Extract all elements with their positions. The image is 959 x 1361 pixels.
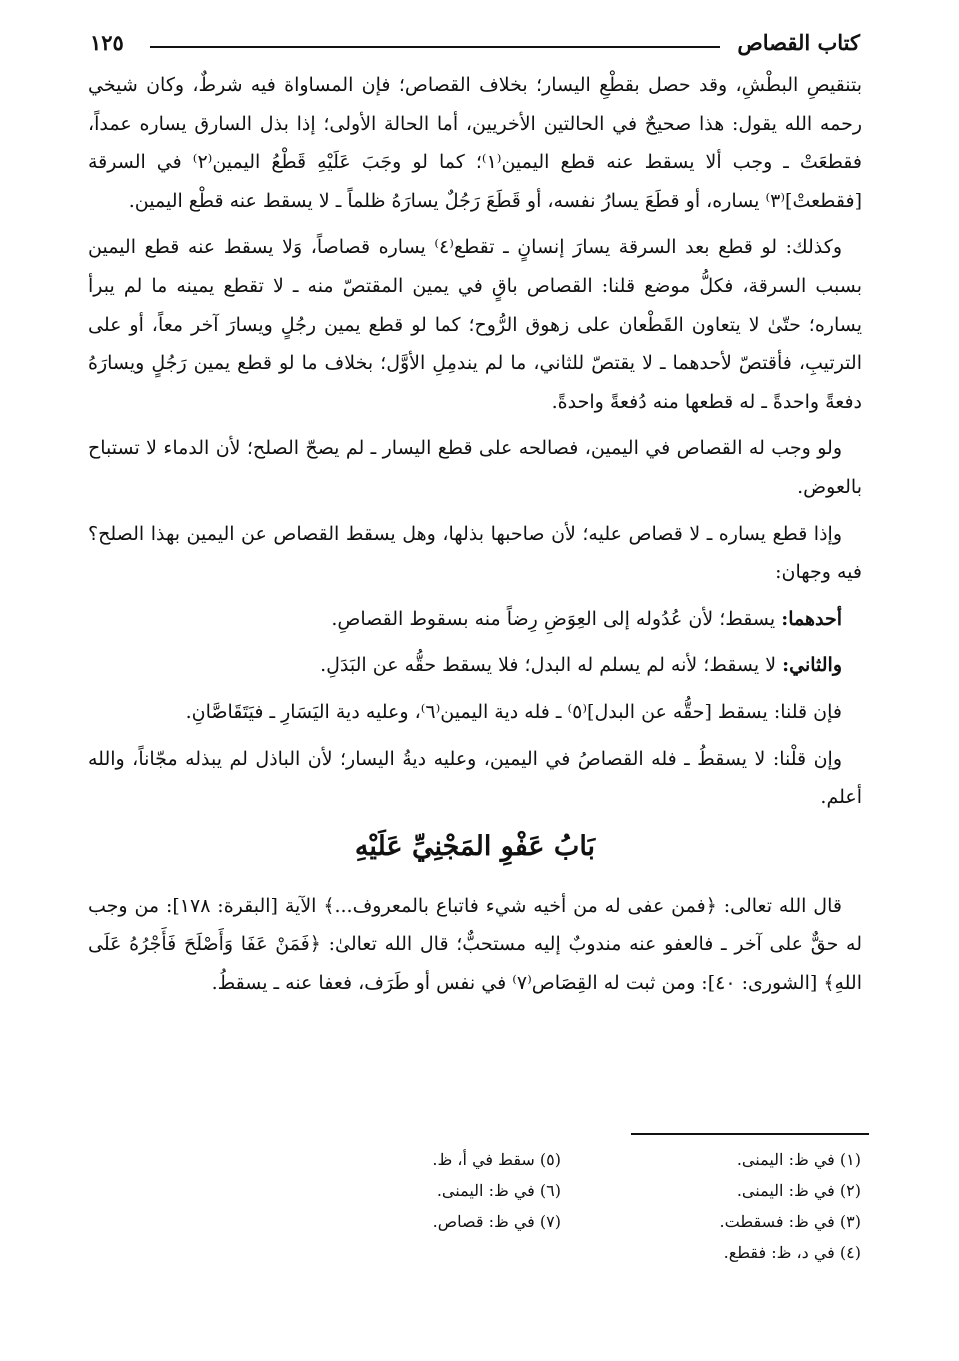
paragraph: وكذلك: لو قطع بعد السرقة يسارَ إنسانٍ ـ تقطع⁽٤⁾ يساره قصاصاً، وَلا يسقط عنه قطع اليمين بسبب السرقة، فكلُّ موضع قلنا: القصاص باقٍ في يمين المقتصّ منه ـ لا تقطع يمينه ما لم يبرأ يساره؛ حتّىٰ لا يتعاون القَطْعان على زهوق الرُّوح؛ كما لو قطع يمين رجُلٍ ويسارَ آخر معاً، أو على الترتيبِ، فأقتصّ لأحدهما ـ لا يقتصّ للثاني، ما لم يندمِلِ الأوَّل؛ بخلاف ما لو قطع يمين رَجُلٍ ويسارَهُ دفعةً واحدةً ـ له قطعها منه دُفعةً واحدةً. [88, 236, 862, 413]
footnotes [301, 1144, 861, 1274]
paragraph: فإن قلنا: يسقط [حقُّه عن البدل]⁽٥⁾ ـ فله دية اليمين⁽٦⁾، وعليه دية اليَسَارِ ـ فيَتَقَاصَّانِ. [185, 700, 842, 723]
opinion-item [88, 646, 862, 685]
paragraph: وإذا قطع يساره ـ لا قصاص عليه؛ لأن صاحبها بذلها، وهل يسقط القصاص عن اليمين بهذا الصلح؟ فيه وجهان: [88, 522, 862, 584]
paragraph: قال الله تعالى: ﴿فمن عفى له من أخيه شيء فاتباع بالمعروف...﴾ الآية [البقرة: ١٧٨]: من وجب له حقٌّ على آخر ـ فالعفو عنه مندوبٌ إليه مستحبٌّ؛ قال الله تعالىٰ: ﴿فَمَنْ عَفَا وَأَصْلَحَ فَأَجْرُهُ عَلَى اللهِ﴾ [الشورى: ٤٠]: ومن ثبت له القِصَاص⁽٧⁾ في نفس أو طَرَف، فعفا عنه ـ يسقطُ. [88, 894, 862, 994]
footnote: (٤) في د، ظ: فقطع. [723, 1243, 861, 1262]
opinion-label: والثاني: [782, 654, 842, 677]
footnote-rule [631, 1133, 869, 1135]
running-title: كتاب القصاص [737, 30, 860, 55]
footnote-column-left [432, 1144, 561, 1237]
opinion-text: لا يسقط؛ لأنه لم يسلم له البدل؛ فلا يسقط حقُّه عن البَدَلِ. [320, 654, 783, 677]
footnote: (٣) في ظ: فسقطت. [719, 1212, 861, 1231]
paragraph: ولو وجب له القصاص في اليمين، فصالحه على قطع اليسار ـ لم يصحّ الصلح؛ لأن الدماء لا تستباح بالعوض. [88, 437, 862, 498]
footnote-column-right [720, 1144, 861, 1268]
opinion-text: يسقط؛ لأن عُدُوله إلى العِوَضِ رِضاً منه بسقوط القصاصِ. [331, 607, 782, 630]
opinion-label: أحدهما: [781, 607, 842, 630]
footnote: (٥) سقط في أ، ظ. [432, 1150, 561, 1169]
opinion-item [88, 600, 862, 639]
page-header [90, 30, 860, 60]
footnote: (١) في ظ: اليمنى. [736, 1150, 861, 1169]
chapter-heading: بَابُ عَفْوِ المَجْنِيِّ عَلَيْهِ [354, 830, 596, 862]
paragraph: بتنقيصِ البطْشِ، وقد حصل بقطْعِ اليسار؛ بخلاف القصاص؛ فإن المساواة فيه شرطٌ، وكان شيخي رحمه الله يقول: هذا صحيحٌ في الحالتين الأخريين، أما الحالة الأولى؛ إذا بذل السارق يساره عمداً، فقطعَتْ ـ وجب ألا يسقط عنه قطع اليمين⁽١⁾؛ كما لو وجَبَ عَلَيْهِ قَطْعُ اليمين⁽٢⁾ في السرقة [فقطعتْ]⁽٣⁾ يساره، أو قطَعَ يسارُ نفسه، أو قَطَعَ رَجُلٌ يسارَهُ ظلماً ـ لا يسقط عنه قطْع اليمين. [88, 74, 862, 212]
paragraph: وإن قلْنا: لا يسقطُ ـ فله القصاصُ في اليمين، وعليه ديةُ اليسار؛ لأن الباذل لم يبذله مجّاناً، والله أعلم. [88, 747, 862, 809]
footnote: (٧) في ظ: قصاص. [432, 1212, 561, 1231]
page-body [88, 66, 862, 1010]
footnote: (٦) في ظ: اليمنى. [436, 1181, 561, 1200]
page-number: ١٢٥ [90, 30, 124, 55]
footnote: (٢) في ظ: اليمنى. [736, 1181, 861, 1200]
header-rule [150, 46, 720, 48]
